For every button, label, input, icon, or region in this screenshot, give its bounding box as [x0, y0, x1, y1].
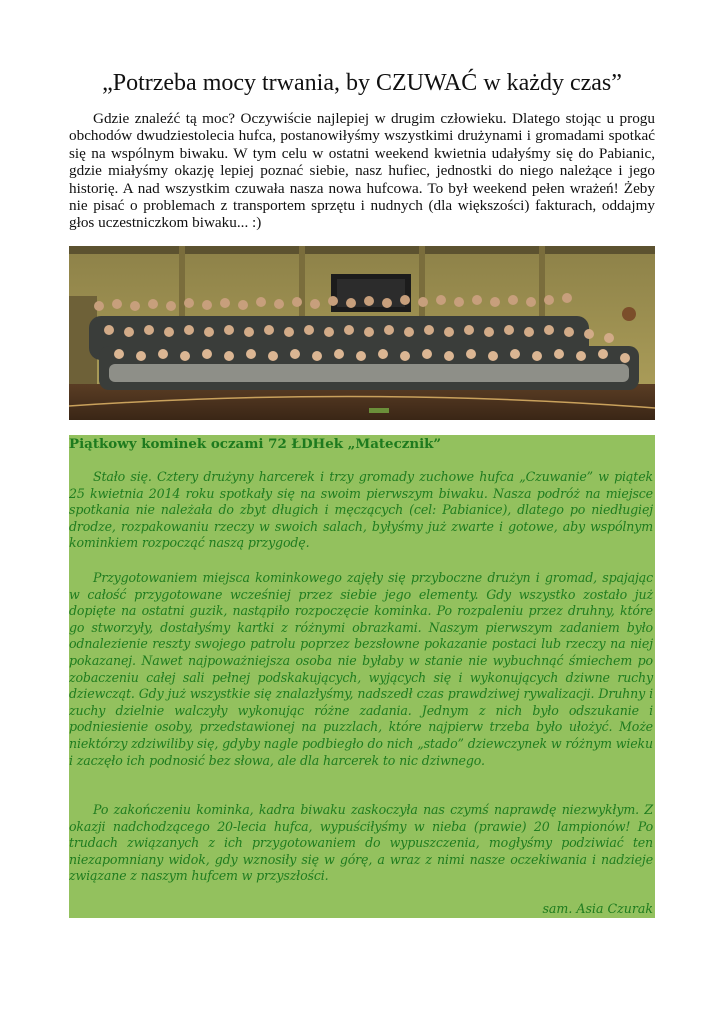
- group-photo: [69, 246, 655, 420]
- report-paragraph: Stało się. Cztery drużyny harcerek i trzy gromady zuchowe hufca „Czuwanie” w piątek 25 kwietnia 2014 roku spotkały się na swoim pierwszym biwaku. Nasza podróż na miejsce spotkania nie należała do zbyt długich i męczących (cel: Pabianice), dlatego po niedługiej drodze, rozpakowaniu rzeczy w swoich salach, byłyśmy już zwarte i gotowe, aby wspólnym kominkiem rozpocząć naszą przygodę.: [69, 469, 653, 551]
- report-paragraph: Po zakończeniu kominka, kadra biwaku zaskoczyła nas czymś naprawdę niezwykłym. Z okazji nadchodzącego 20-lecia hufca, wypuściłyśmy w nieba (prawie) 20 lampionów! Po trudach związanych z ich przygotowaniem do wypuszczenia, mogłyśmy podziwiać ten niezapomniany widok, gdy wznosiły się w górę, a wraz z nimi nasze oczekiwania i nadzieje związane z naszym hufcem w przyszłości.: [69, 802, 653, 884]
- report-heading: Piątkowy kominek oczami 72 ŁDHek „Matecznik”: [69, 436, 442, 452]
- report-paragraph: Przygotowaniem miejsca kominkowego zajęły się przyboczne drużyn i gromad, spajając w całość przygotowane wcześniej przez siebie jego elementy. Gdy wszystko zostało już dopięte na ostatni guzik, nastąpiło rozpoczęcie kominka. Po rozpaleniu przez druhny, które go stworzyły, dostałyśmy kartki z różnymi obrazkami. Naszym pierwszym zadaniem było odnalezienie reszty swojego patrolu poprzez bezsłowne pokazanie postaci lub rzeczy na niej pokazanej. Nawet najpoważniejsza osoba nie byłaby w stanie nie wybuchnąć śmiechem po zobaczeniu całej sali pełnej podskakujących, wyjących się i wykonujących dziwne ruchy dziewcząt. Gdy już wszystkie się znalazłyśmy, nadszedł czas prawdziwej rywalizacji. Druhny i zuchy dzielnie walczyły wykonując różne zadania. Jednym z nich było odszukanie i podniesienie osoby, przedstawionej na puzzlach, które najpierw trzeba było ułożyć. Może niektórzy zdziwiliby się, gdyby nagle podbiegło do nich „stado” dziewczynek w różnym wieku i zaczęło ich podnosić bez słowa, ale dla harcerek to nic dziwnego.: [69, 570, 653, 768]
- document-title: „Potrzeba mocy trwania, by CZUWAĆ w każdy czas”: [102, 70, 622, 96]
- intro-paragraph: Gdzie znaleźć tą moc? Oczywiście najlepiej w drugim człowieku. Dlatego stojąc u progu obchodów dwudziestolecia hufca, postanowiłyśmy wszystkimi drużynami i gromadami spotkać się na wspólnym biwaku. W tym celu w ostatni weekend kwietnia udałyśmy się do Pabianic, gdzie miałyśmy okazję lepiej poznać siebie, nasz hufiec, jednostki do niego należące i jego historię. A nad wszystkim czuwała nasza nowa hufcowa. To był weekend pełen wrażeń! Żeby nie pisać o problemach z transportem sprzętu i nudnych (dla większości) fakturach, oddajmy głos uczestniczkom biwaku... :): [69, 110, 655, 232]
- report-signature: sam. Asia Czurak: [542, 901, 653, 916]
- report-box: [69, 435, 655, 918]
